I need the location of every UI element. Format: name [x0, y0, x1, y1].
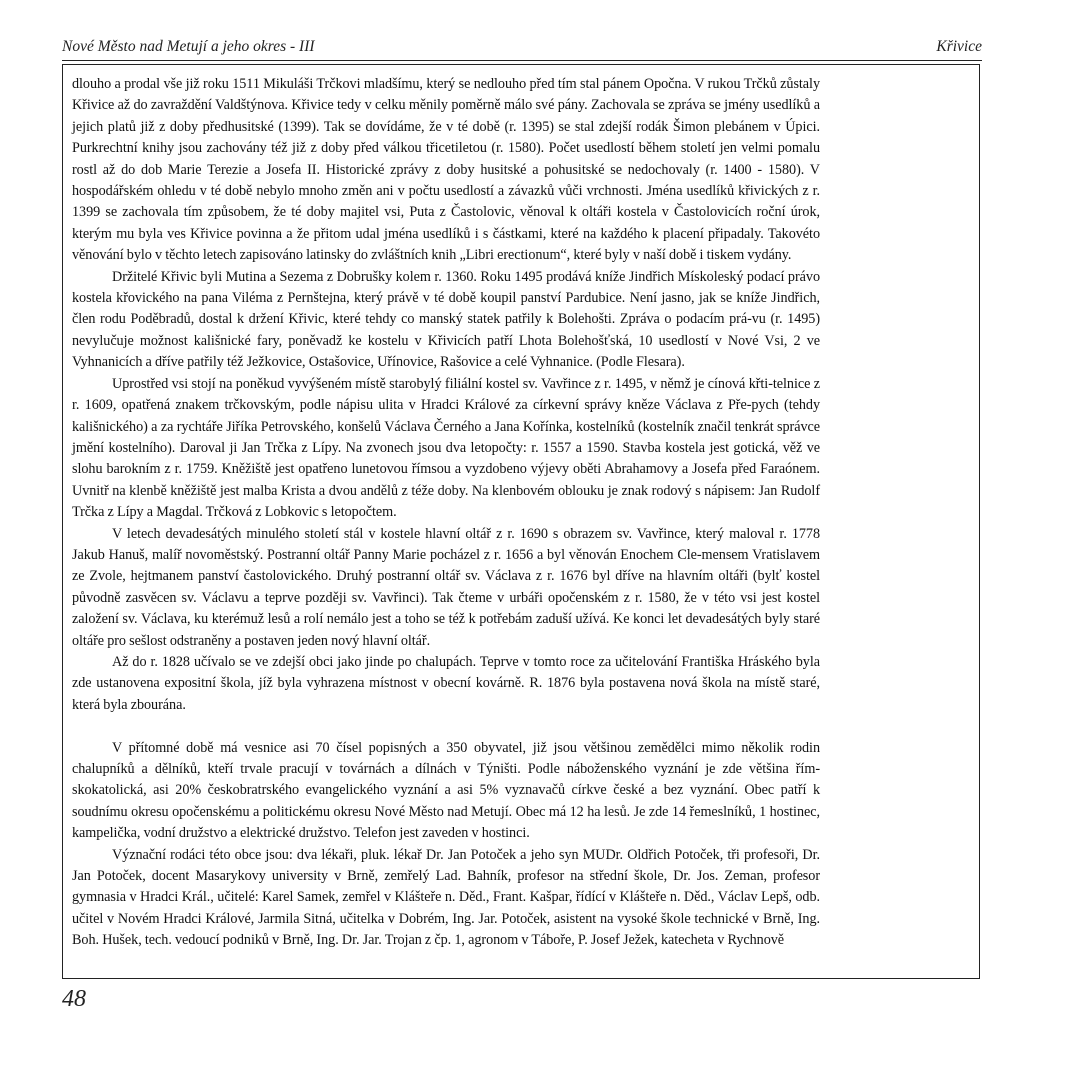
paragraph-gap [72, 716, 820, 737]
paragraph-church: Uprostřed vsi stojí na poněkud vyvýšeném místě starobylý filiální kostel sv. Vavřince z r. 1495, v němž je cínová křti-telnice z r. 1609, opatřená znakem trčkovským, podle nápisu ulita v Hradci Králové za církevní správy kněze Václava z Pře-pych (tehdy kališnického) a za rychtáře Jiříka Petrovského, konšelů Václava Černého a Jana Kořínka, kostelníků (kostelník značil tenkrát správce jmění kostelního). Daroval ji Jan Trčka z Lípy. Na zvonech jsou dva letopočty: r. 1557 a 1590. Stavba kostela jest gotická, věž ve slohu barokním z r. 1759. Kněžiště jest opatřeno lunetovou římsou a vyzdobeno výjevy oběti Abrahamovy a Josefa před Faraónem. Uvnitř na klenbě kněžiště jest malba Krista a dvou andělů z téže doby. Na klenbovém oblouku je znak rodový s nápisem: Jan Rudolf Trčka z Lípy a Magdal. Trčková z Lobkovic s letopočtem. [72, 375, 820, 521]
chapter-title: Křivice [936, 38, 982, 55]
page-number: 48 [62, 986, 86, 1012]
paragraph-history: dlouho a prodal vše již roku 1511 Mikuláši Trčkovi mladšímu, který se nedlouho před tím stal pánem Opočna. V rukou Trčků zůstaly Křivice až do zavraždění Valdštýnova. Křivice tedy v celku měnily poměrně málo své pány. Zachovala se zpráva se jmény usedlíků a jejich platů již z doby předhusitské (1399). Tak se dovídáme, že v té době (r. 1395) se stal zdejší rodák Šimon plebánem v Úpici. Purkrechtní knihy jsou zachovány též již z doby před válkou třicetiletou (r. 1580). Počet usedlostí během století jen velmi pomalu rostl až do dob Marie Terezie a Josefa II. Historické zprávy z doby husitské a pohusitské se nedochovaly (r. 1400 - 1580). V hospodářském ohledu v té době nebylo mnoho změn ani v počtu usedlostí a závazků vůči vrchnosti. Jména usedlíků křivických z r. 1399 se zachovala tím způsobem, že té doby majitel vsi, Puta z Častolovic, věnoval k oltáři kostela v Častolovicích roční úrok, kterým mu byla ves Křivice povinna a že přitom udal jména usedlíků i s částkami, které na každého k placení připadaly. Takovéto věnování bylo v těchto letech zapisováno latinsky do zvláštních knih „Libri erectionum“, které byly v naší době i tiskem vydány. [72, 76, 820, 264]
paragraph-natives: Význační rodáci této obce jsou: dva lékaři, pluk. lékař Dr. Jan Potoček a jeho syn MUDr. Oldřich Potoček, tři profesoři, Dr. Jan Potoček, docent Masarykovy university v Brně, zemřelý Lad. Bahník, profesor na střední škole, Dr. Jos. Zeman, profesor gymnasia v Hradci Král., učitelé: Karel Samek, zemřel v Klášteře n. Děd., Frant. Kašpar, řídící v Klášteře n. Děd., Václav Lepš, odb. učitel v Novém Hradci Králové, Jarmila Sitná, učitelka v Dobrém, Ing. Jar. Potoček, asistent na vysoké škole technické v Brně, Ing. Boh. Hušek, tech. vedoucí podniků v Brně, Ing. Dr. Jar. Trojan z čp. 1, agronom v Táboře, P. Josef Ježek, katecheta v Rychnově [72, 846, 820, 949]
header-rule [62, 60, 982, 61]
paragraph-owners: Držitelé Křivic byli Mutina a Sezema z Dobrušky kolem r. 1360. Roku 1495 prodává kníže Jindřich Mískoleský podací právo kostela křovického na pana Viléma z Pernštejna, který právě v té době koupil panství Pardubice. Není jasno, jak se kníže Jindřich, člen rodu Poděbradů, dostal k držení Křivic, které tehdy co manský statek patřily k Bolehošti. Zpráva o podacím prá-vu (r. 1495) nevylučuje možnost kališnické fary, poněvadž ke kostelu v Křivicích patří Lhota Bolehošťská, 10 usedlostí v Nové Vsi, 2 ve Vyhnanicích a dříve patřily též Ježkovice, Ostašovice, Uřínovice, Rašovice a celé Vyhnanice. (Podle Flesara). [72, 268, 820, 371]
paragraph-school: Až do r. 1828 učívalo se ve zdejší obci jako jinde po chalupách. Teprve v tomto roce za učitelování Františka Hráského byla zde ustanovena expositní škola, jíž byla vyhrazena místnost v obecní kovárně. R. 1876 byla postavena nová škola na místě staré, která byla zbourána. [72, 653, 820, 713]
running-header [62, 38, 982, 58]
paragraph-altars: V letech devadesátých minulého století stál v kostele hlavní oltář z r. 1690 s obrazem sv. Vavřince, který maloval r. 1778 Jakub Hanuš, malíř novoměstský. Postranní oltář Panny Marie pocházel z r. 1656 a byl věnován Enochem Cle-mensem Vratislavem ze Zvole, hejtmanem panství častolovického. Druhý postranní oltář sv. Václava z r. 1676 byl dříve na hlavním oltáři (bylť kostel původně zasvěcen sv. Václavu a teprve později sv. Vavřinci). Tak čteme v urbáři opočenském z r. 1580, že v této vsi jest kostel založení sv. Václava, ku kterémuž lesů a rolí nemálo jest a toho se též k potřebám zaduší užívá. Ke konci let devadesátých byly staré oltáře pro sešlost odstraněny a postaven jeden nový hlavní oltář. [72, 525, 820, 649]
body-text [72, 74, 820, 952]
book-title: Nové Město nad Metují a jeho okres - III [62, 38, 315, 55]
paragraph-present: V přítomné době má vesnice asi 70 čísel popisných a 350 obyvatel, již jsou většinou zemědělci mimo několik rodin chalupníků a dělníků, kteří trvale pracují v továrnách a dílnách v Týništi. Podle náboženského vyznání je zde většina řím-skokatolická, asi 20% českobratrského evangelického vyznání a asi 5% vyznavačů církve české a bez vyznání. Obec patří k soudnímu okresu opočenskému a politickému okresu Nové Město nad Metují. Obec má 12 ha lesů. Je zde 14 řemeslníků, 1 hostinec, kampelička, vodní družstvo a elektrické družstvo. Telefon jest zaveden v hostinci. [72, 739, 820, 842]
